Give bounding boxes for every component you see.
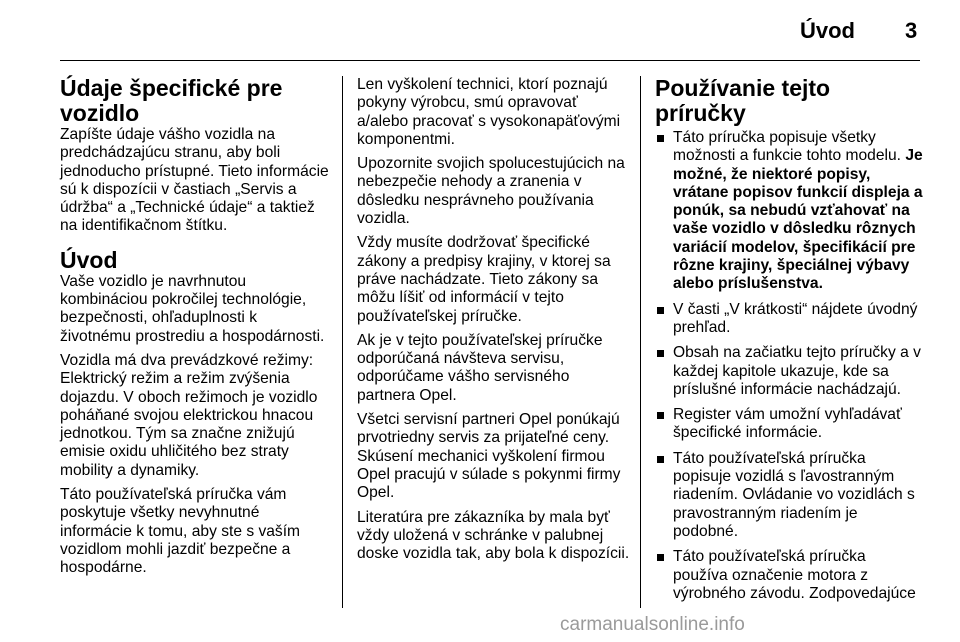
list-item-text: Táto používateľská príručka používa označenie motora z výrobného závodu. Zodpovedajúce [673, 548, 916, 602]
paragraph: Upozornite svojich spolucestujúcich na nebezpečie nehody a zranenia v dôsledku nesprávneho používania vozidla. [357, 155, 625, 228]
square-bullet-icon [657, 350, 664, 357]
section-heading-vehicle-data: Údaje špecifické pre vozidlo [60, 75, 283, 126]
paragraph: Vozidla má dva prevádzkové režimy: Elektrický režim a režim zvýšenia dojazdu. V oboch režimoch je vozidlo poháňané svojou elektrickou hnacou jednotkou. Tým sa značne znižujú emisie oxidu uhličitého bez straty mobility a dynamiky. [60, 351, 318, 479]
list-item-text: Register vám umožní vyhľadávať špecifické informácie. [673, 406, 902, 442]
column-middle [357, 76, 631, 569]
page-number: 3 [905, 18, 918, 43]
column-right [655, 76, 923, 610]
square-bullet-icon [657, 456, 664, 463]
square-bullet-icon [657, 554, 664, 561]
square-bullet-icon [657, 307, 664, 314]
list-item [655, 450, 923, 541]
page-header-title: Úvod [800, 18, 855, 43]
watermark-text: carmanualsonline.info [560, 614, 745, 635]
paragraph: Vaše vozidlo je navrhnutou kombináciou pokročilej technológie, bezpečnosti, ohľaduplnosti k životnému prostrediu a hospodárnosti. [60, 272, 325, 345]
paragraph: Všetci servisní partneri Opel ponúkajú prvotriedny servis za prijateľné ceny. Skúsení mechanici vyškolení firmou Opel pracujú v súlade s pokynmi firmy Opel. [357, 411, 621, 502]
list-item-text: Obsah na začiatku tejto príručky a v každej kapitole ukazuje, kde sa príslušné informácie nachádzajú. [673, 344, 921, 398]
column-divider [342, 76, 343, 608]
paragraph: Táto používateľská príručka vám poskytuje všetky nevyhnutné informácie k tomu, aby ste s vaším vozidlom mohli jazdiť bezpečne a hospodárne. [60, 486, 301, 577]
list-item-text: Táto príručka popisuje všetky možnosti a funkcie tohto modelu. [673, 129, 901, 165]
square-bullet-icon [657, 412, 664, 419]
paragraph: Literatúra pre zákazníka by mala byť vždy uložená v schránke v palubnej doske vozidla tak, aby bola k dispozícii. [357, 508, 630, 563]
paragraph: Zapíšte údaje vášho vozidla na predchádzajúcu stranu, aby boli jednoducho prístupné. Tieto informácie sú k dispozícii v častiach „Servis a údržba“ a „Technické údaje“ a taktiež na identifikačnom štítku. [60, 126, 329, 235]
paragraph: Vždy musíte dodržovať špecifické zákony a predpisy krajiny, v ktorej sa práve nachádzate. Tieto zákony sa môžu líšiť od informácií v tejto používateľskej príručke. [357, 234, 611, 325]
header-divider [60, 60, 920, 61]
paragraph: Len vyškolení technici, ktorí poznajú pokyny výrobcu, smú opravovať a/alebo pracovať s vysokonapäťovými komponentmi. [357, 76, 621, 148]
column-divider [640, 76, 641, 608]
list-item-text: V časti „V krátkosti“ nájdete úvodný prehľad. [673, 300, 918, 336]
paragraph: Ak je v tejto používateľskej príručke odporúčaná návšteva servisu, odporúčame vášho servisného partnera Opel. [357, 331, 603, 404]
section-heading-using-manual: Používanie tejto príručky [655, 75, 831, 126]
list-item [655, 301, 923, 338]
square-bullet-icon [657, 135, 664, 142]
list-item [655, 129, 923, 294]
list-item [655, 548, 923, 603]
bullet-list [655, 129, 923, 603]
section-heading-intro: Úvod [60, 246, 118, 273]
list-item [655, 344, 923, 399]
list-item-bold-note: Je možné, že niektoré popisy, vrátane popisov funkcií displeja a ponúk, sa nebudú vzťahovať na vaše vozidlo v dôsledku rôznych variácií modelov, špecifikácií pre rôzne krajiny, špeciálnej výbavy alebo príslušenstva. [673, 147, 923, 293]
list-item-text: Táto používateľská príručka popisuje vozidlá s ľavostranným riadením. Ovládanie vo vozidlách s pravostranným riadením je podobné. [673, 449, 915, 540]
list-item [655, 406, 923, 443]
column-left [60, 76, 330, 584]
